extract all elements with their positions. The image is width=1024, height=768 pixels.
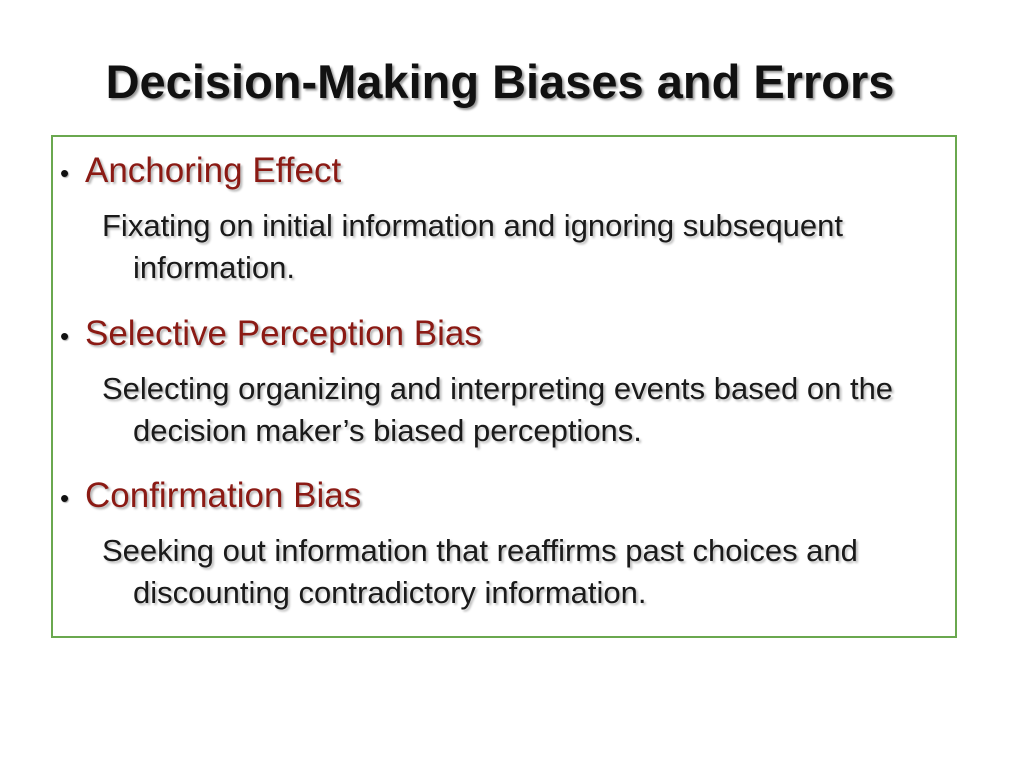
bias-item-selective-perception [53, 312, 955, 452]
bullet-row [60, 474, 955, 520]
bias-description: Selecting organizing and interpreting events based on the decision maker’s biased perceptions. [102, 371, 894, 448]
bias-description: Seeking out information that reaffirms past choices and discounting contradictory information. [102, 533, 858, 610]
bullet-row [60, 149, 955, 195]
bullet-row [60, 312, 955, 358]
bias-heading: Anchoring Effect [85, 151, 342, 190]
bias-description: Fixating on initial information and ignoring subsequent information. [102, 208, 844, 285]
bullet-icon: • [60, 158, 70, 188]
bias-item-confirmation [53, 474, 955, 614]
bias-heading: Selective Perception Bias [85, 314, 482, 353]
content-box [51, 135, 957, 638]
bullet-icon: • [60, 321, 70, 351]
bias-item-anchoring [53, 149, 955, 289]
bias-heading: Confirmation Bias [85, 476, 362, 515]
bullet-icon: • [60, 483, 70, 513]
slide-title: Decision-Making Biases and Errors [105, 55, 895, 108]
